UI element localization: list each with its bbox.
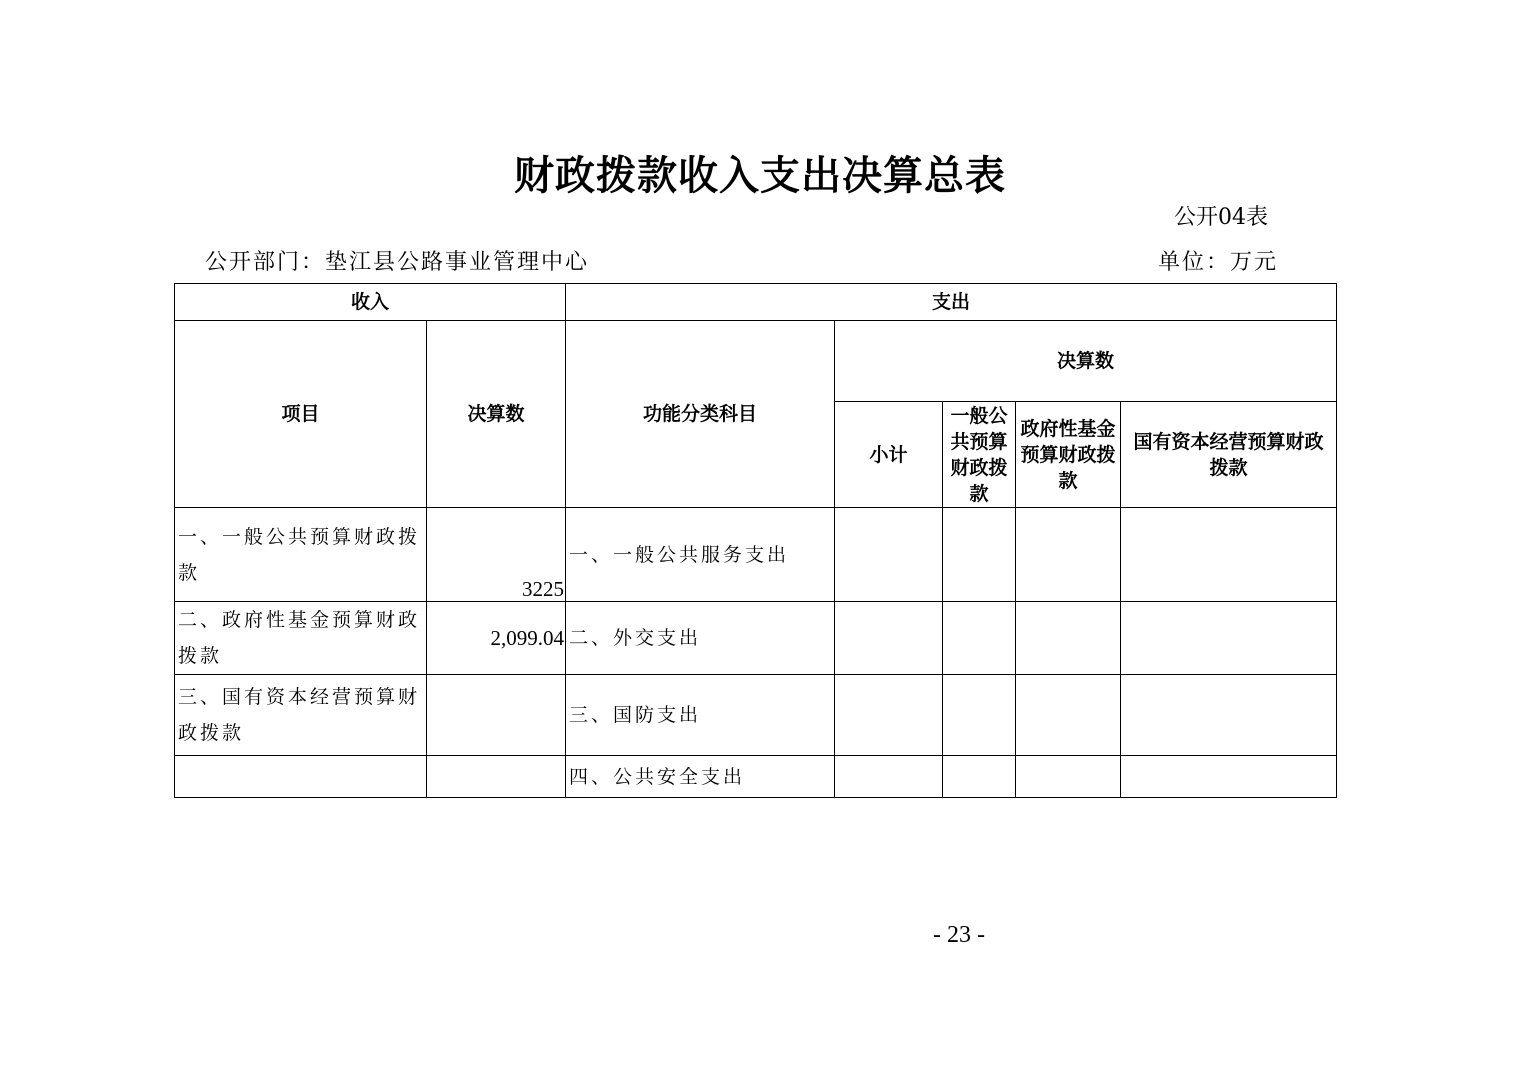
general-budget-cell bbox=[943, 508, 1016, 602]
header-final-amount: 决算数 bbox=[835, 321, 1337, 402]
income-item-cell: 一、一般公共预算财政拨款 bbox=[175, 508, 427, 602]
income-item-cell: 二、政府性基金预算财政拨款 bbox=[175, 602, 427, 675]
table-row bbox=[175, 508, 1337, 602]
department-label: 公开部门：垫江县公路事业管理中心 bbox=[205, 250, 590, 275]
gov-fund-cell bbox=[1016, 602, 1121, 675]
gov-fund-cell bbox=[1016, 756, 1121, 798]
subtotal-cell bbox=[835, 508, 943, 602]
general-budget-cell bbox=[943, 602, 1016, 675]
income-amount-cell bbox=[427, 675, 566, 756]
state-capital-cell bbox=[1121, 602, 1337, 675]
table-row bbox=[175, 602, 1337, 675]
gov-fund-cell bbox=[1016, 675, 1121, 756]
header-gov-fund-budget: 政府性基金预算财政拨款 bbox=[1016, 402, 1121, 508]
header-amount: 决算数 bbox=[427, 321, 566, 508]
form-number: 公开04表 bbox=[1174, 205, 1268, 230]
state-capital-cell bbox=[1121, 508, 1337, 602]
state-capital-cell bbox=[1121, 756, 1337, 798]
income-item-cell bbox=[175, 756, 427, 798]
header-func-category: 功能分类科目 bbox=[566, 321, 835, 508]
subtotal-cell bbox=[835, 602, 943, 675]
expense-item-cell: 三、国防支出 bbox=[566, 675, 835, 756]
state-capital-cell bbox=[1121, 675, 1337, 756]
general-budget-cell bbox=[943, 756, 1016, 798]
expense-item-cell: 一、一般公共服务支出 bbox=[566, 508, 835, 602]
gov-fund-cell bbox=[1016, 508, 1121, 602]
header-subtotal: 小计 bbox=[835, 402, 943, 508]
table-row bbox=[175, 675, 1337, 756]
subtotal-cell bbox=[835, 675, 943, 756]
header-general-budget: 一般公共预算财政拨款 bbox=[943, 402, 1016, 508]
income-amount-cell: 2,099.04 bbox=[427, 602, 566, 675]
fiscal-summary-table bbox=[174, 283, 1337, 798]
income-amount-cell: 3225 bbox=[427, 508, 566, 602]
general-budget-cell bbox=[943, 675, 1016, 756]
header-expense: 支出 bbox=[566, 284, 1337, 321]
subtotal-cell bbox=[835, 756, 943, 798]
table-row bbox=[175, 756, 1337, 798]
document-title: 财政拨款收入支出决算总表 bbox=[514, 152, 1006, 199]
header-item: 项目 bbox=[175, 321, 427, 508]
header-state-capital-budget: 国有资本经营预算财政拨款 bbox=[1121, 402, 1337, 508]
income-amount-cell bbox=[427, 756, 566, 798]
unit-label: 单位：万元 bbox=[1157, 250, 1278, 275]
header-income: 收入 bbox=[175, 284, 566, 321]
income-item-cell: 三、国有资本经营预算财政拨款 bbox=[175, 675, 427, 756]
page-number: - 23 - bbox=[933, 922, 985, 948]
expense-item-cell: 二、外交支出 bbox=[566, 602, 835, 675]
expense-item-cell: 四、公共安全支出 bbox=[566, 756, 835, 798]
